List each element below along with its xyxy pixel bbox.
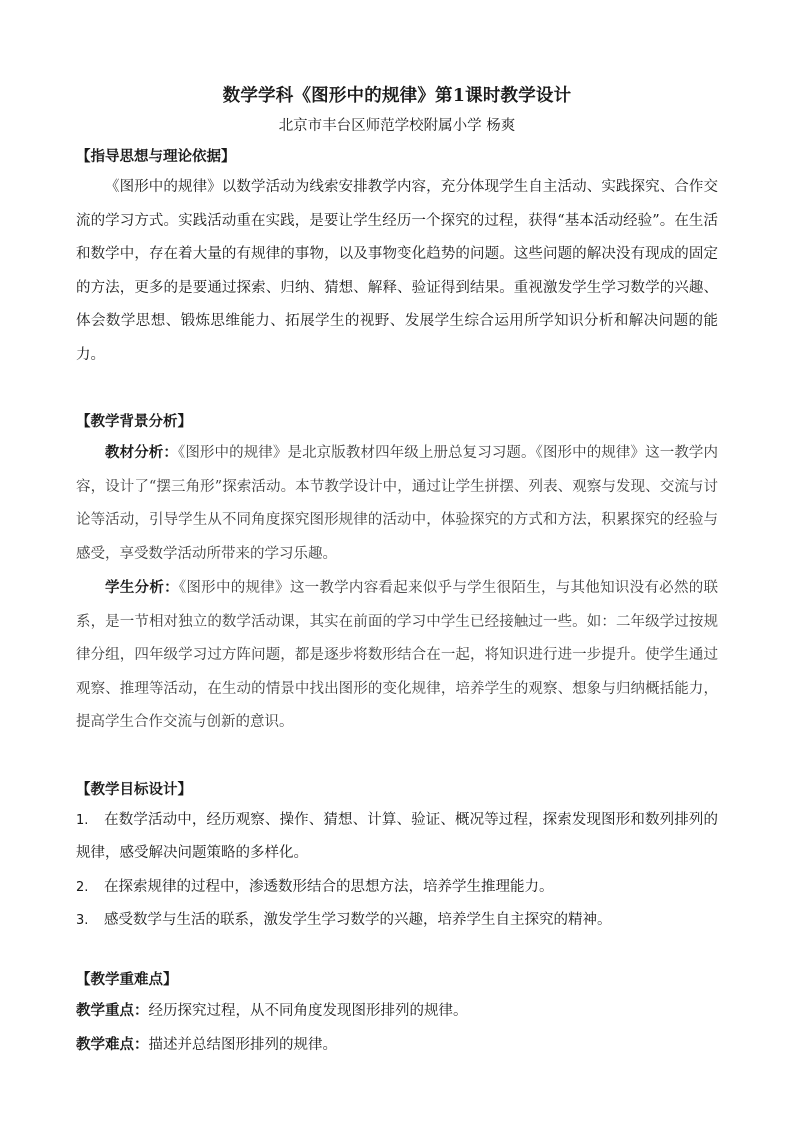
spacer (76, 740, 718, 778)
document-title: 数学学科《图形中的规律》第1课时教学设计 (222, 86, 572, 106)
student-analysis-label: 学生分析： (105, 579, 179, 596)
objective-text: 感受数学与生活的联系，激发学生学习数学的兴趣，培养学生自主探究的精神。 (104, 912, 612, 928)
objectives-list (76, 804, 718, 938)
teaching-key-label: 教学重点： (76, 1001, 149, 1019)
teaching-difficulty-label: 教学难点： (76, 1036, 149, 1053)
section-heading-objectives: 【教学目标设计】 (76, 780, 192, 798)
objective-number: 1. (76, 812, 89, 828)
objective-item (76, 904, 718, 938)
objective-item (76, 804, 718, 871)
objective-item (76, 871, 718, 905)
objective-number: 2. (76, 879, 89, 895)
section-heading-background: 【教学背景分析】 (76, 413, 192, 430)
paragraph-guiding-ideology: 《图形中的规律》以数学活动为线索安排教学内容，充分体现学生自主活动、实践探究、合作交流的学习方式。实践活动重在实践，是要让学生经历一个探究的过程，获得“基本活动经验”。在生活和数学中，存在着大量的有规律的事物，以及事物变化趋势的问题。这些问题的解决没有现成的固定的方法，更多的是要通过探索、归纳、猜想、解释、验证得到结果。重视激发学生学习数学的兴趣、体会数学思想、锻炼思维能力、拓展学生的视野、发展学生综合运用所学知识分析和解决问题的能力。 (76, 179, 718, 363)
objective-text: 在数学活动中，经历观察、操作、猜想、计算、验证、概况等过程，探索发现图形和数列排列的规律，感受解决问题策略的多样化。 (76, 811, 718, 861)
teaching-key-point (76, 994, 718, 1029)
document-page (76, 82, 718, 1063)
teaching-difficulty-text: 描述并总结图形排列的规律。 (148, 1037, 337, 1053)
teaching-difficulty (76, 1028, 718, 1063)
spacer (76, 372, 718, 410)
section-heading-key-difficult: 【教学重难点】 (76, 970, 178, 988)
section-heading-guiding-ideology: 【指导思想与理论依据】 (76, 148, 236, 165)
paragraph-student-analysis (76, 571, 718, 740)
material-analysis-text: 《图形中的规律》是北京版教材四年级上册总复习习题。《图形中的规律》这一教学内容，设计了“摆三角形”探索活动。本节教学设计中，通过让学生拼摆、列表、观察与发现、交流与讨论等活动，引导学生从不同角度探究图形规律的活动中，体验探究的方式和方法，积累探究的经验与感受，享受数学活动所带来的学习乐趣。 (76, 445, 719, 562)
paragraph-material-analysis (76, 436, 718, 571)
spacer (76, 938, 718, 968)
document-author: 北京市丰台区师范学校附属小学 杨爽 (278, 118, 516, 134)
objective-number: 3. (76, 913, 89, 928)
student-analysis-text: 《图形中的规律》这一教学内容看起来似乎与学生很陌生，与其他知识没有必然的联系，是一节相对独立的数学活动课，其实在前面的学习中学生已经接触过一些。如：二年级学过按规律分组，四年级学习过方阵问题，都是逐步将数形结合在一起，将知识进行进一步提升。使学生通过观察、推理等活动，在生动的情景中找出图形的变化规律，培养学生的观察、想象与归纳概括能力，提高学生合作交流与创新的意识。 (76, 580, 718, 730)
teaching-key-text: 经历探究过程，从不同角度发现图形排列的规律。 (148, 1002, 468, 1019)
material-analysis-label: 教材分析： (105, 444, 178, 461)
objective-text: 在探索规律的过程中，渗透数形结合的思想方法，培养学生推理能力。 (104, 878, 554, 895)
